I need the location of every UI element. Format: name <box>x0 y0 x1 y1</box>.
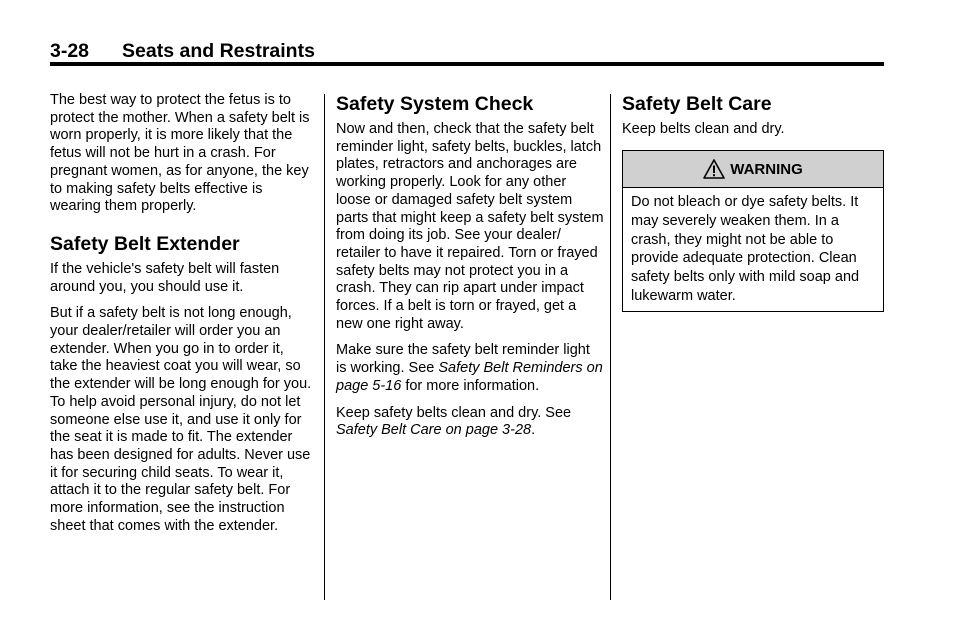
warning-header <box>623 151 883 188</box>
warning-box <box>622 150 884 312</box>
column-1 <box>50 92 315 544</box>
intro-paragraph: The best way to protect the fetus is to protect the mother. When a safety belt is worn properly, it is more likely that the fetus will not be hurt in a crash. For pregnant women, as for anyone, the key to making safety belts effective is wearing them properly. <box>50 92 310 215</box>
page-number: 3-28 <box>50 40 90 62</box>
reminders-link[interactable]: Safety Belt Reminders on page 5-16 <box>336 360 603 394</box>
header-rule <box>50 62 884 66</box>
warning-label: WARNING <box>730 160 803 178</box>
column-2 <box>336 92 604 449</box>
extender-paragraph-1: If the vehicle's safety belt will fasten around you, you should use it. <box>50 260 280 295</box>
belt-care-paragraph: Keep belts clean and dry. <box>622 121 785 137</box>
system-check-paragraph-1: Now and then, check that the safety belt reminder light, safety belts, buckles, latch plates, retractors and anchorages are working properly. Look for any other loose or damaged safety belt system parts that might keep a safety belt system from doing its job. See your dealer/ retailer to have it repaired. Torn or frayed safety belts may not protect you in a crash. They can rip apart under impact forces. If a belt is torn or frayed, get a new one right away. <box>336 121 604 332</box>
extender-paragraph-2: But if a safety belt is not long enough, your dealer/retailer will order you an extender. When you go in to order it, take the heaviest coat you will wear, so the extender will be long enough for you. To help avoid personal injury, do not let someone else use it, and use it only for the seat it is made to fit. The extender has been designed for adults. Never use it for securing child seats. To wear it, attach it to the regular safety belt. For more information, see the instruction sheet that comes with the extender. <box>50 305 312 534</box>
page-header <box>50 38 884 64</box>
system-check-heading: Safety System Check <box>336 93 534 115</box>
belt-care-heading: Safety Belt Care <box>622 93 772 115</box>
warning-text: Do not bleach or dye safety belts. It may severely weaken them. In a crash, they might not be able to provide adequate protection. Clean safety belts only with mild soap and lukewarm water. <box>631 194 860 304</box>
belt-care-link[interactable]: Safety Belt Care on page 3-28 <box>336 422 532 439</box>
system-check-paragraph-3: Keep safety belts clean and dry. See Safety Belt Care on page 3-28. <box>336 404 572 439</box>
extender-heading: Safety Belt Extender <box>50 232 240 255</box>
system-check-paragraph-2: Make sure the safety belt reminder light is working. See Safety Belt Reminders on page 5-16 for more information. <box>336 342 603 394</box>
column-divider-1 <box>324 94 325 600</box>
warning-triangle-icon <box>703 159 725 179</box>
column-divider-2 <box>610 94 611 600</box>
section-title: Seats and Restraints <box>122 40 315 62</box>
column-3 <box>622 92 884 148</box>
